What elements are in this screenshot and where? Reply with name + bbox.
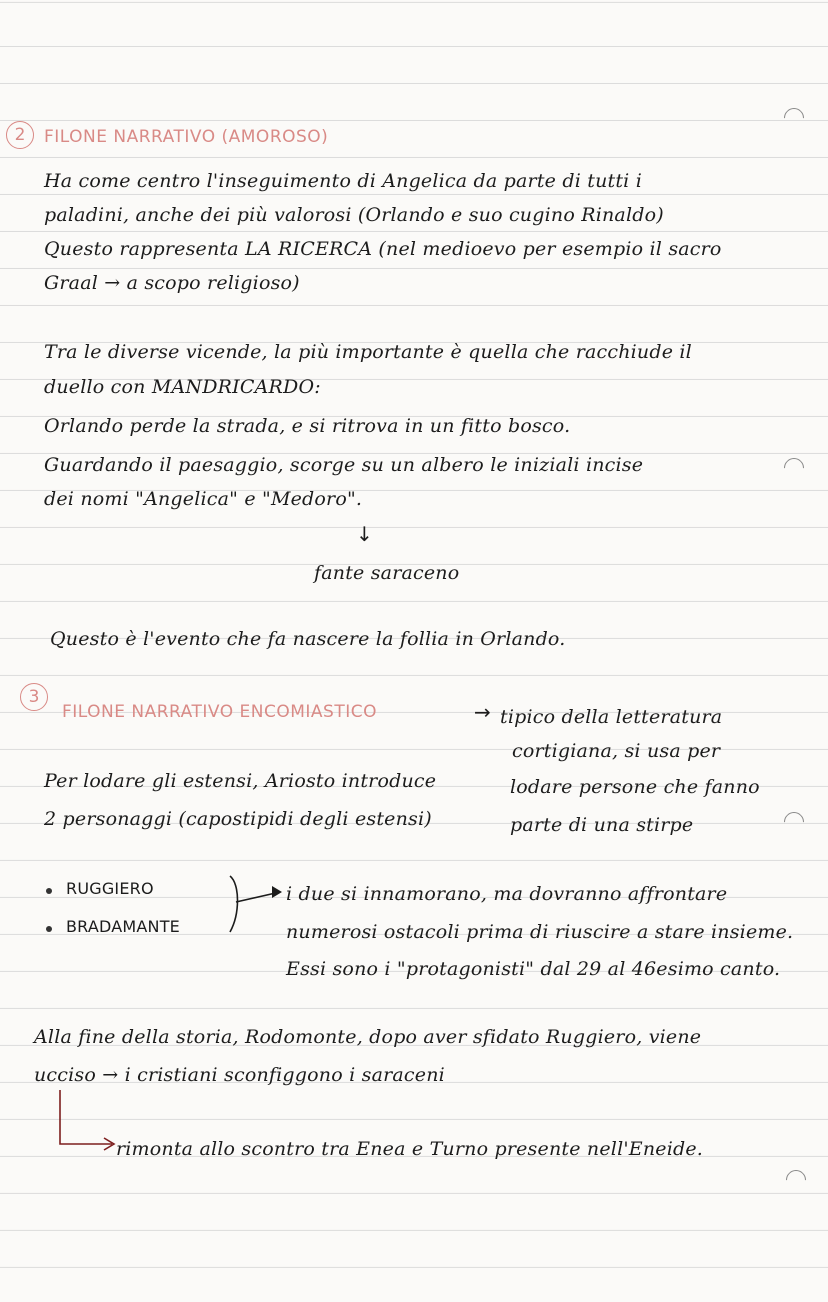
ending-line-2: ucciso → i cristiani sconfiggono i saraceni bbox=[34, 1064, 445, 1086]
section3-intro-line-1: Per lodare gli estensi, Ariosto introduce bbox=[44, 770, 437, 792]
section-number-3: 3 bbox=[20, 683, 48, 711]
page-hook-decoration-2 bbox=[780, 454, 808, 482]
bullet-icon bbox=[46, 926, 52, 932]
section2-line-2: paladini, anche dei più valorosi (Orlando e suo cugino Rinaldo) bbox=[44, 204, 664, 226]
character-note-line-2: numerosi ostacoli prima di riuscire a stare insieme. bbox=[286, 921, 794, 943]
section2-heading: FILONE NARRATIVO (AMOROSO) bbox=[44, 127, 329, 147]
side-note-line-1: tipico della letteratura bbox=[500, 706, 723, 728]
character-ruggiero: RUGGIERO bbox=[66, 879, 154, 898]
section-number-2: 2 bbox=[6, 121, 34, 149]
section2-line-4: Graal → a scopo religioso) bbox=[44, 272, 300, 294]
bracket-arrow-icon bbox=[226, 874, 286, 934]
page-hook-decoration-3 bbox=[780, 808, 808, 836]
section2-para2-line-5: dei nomi "Angelica" e "Medoro". bbox=[44, 488, 363, 510]
reference-line: rimonta allo scontro tra Enea e Turno presente nell'Eneide. bbox=[116, 1138, 704, 1160]
ending-line-1: Alla fine della storia, Rodomonte, dopo aver sfidato Ruggiero, viene bbox=[34, 1026, 702, 1048]
section2-para2-line-4: Guardando il paesaggio, scorge su un albero le iniziali incise bbox=[44, 454, 644, 476]
side-note-line-3: lodare persone che fanno bbox=[510, 776, 760, 798]
section3-intro-line-2: 2 personaggi (capostipidi degli estensi) bbox=[44, 808, 432, 830]
section2-line-1: Ha come centro l'inseguimento di Angelica da parte di tutti i bbox=[44, 170, 642, 192]
side-note-line-2: cortigiana, si usa per bbox=[512, 740, 721, 762]
note-fante-saraceno: fante saraceno bbox=[314, 562, 460, 584]
side-note-line-4: parte di una stirpe bbox=[510, 814, 694, 836]
section2-para2-line-2: duello con MANDRICARDO: bbox=[44, 376, 321, 398]
page-hook-decoration-4 bbox=[782, 1166, 810, 1194]
bullet-icon bbox=[46, 888, 52, 894]
section2-line-3: Questo rappresenta LA RICERCA (nel medioevo per esempio il sacro bbox=[44, 238, 722, 260]
section2-conclusion: Questo è l'evento che fa nascere la follia in Orlando. bbox=[50, 628, 566, 650]
section2-para2-line-3: Orlando perde la strada, e si ritrova in un fitto bosco. bbox=[44, 415, 571, 437]
down-arrow-icon: ↓ bbox=[356, 522, 373, 546]
character-bradamante: BRADAMANTE bbox=[66, 917, 180, 936]
character-note-line-1: i due si innamorano, ma dovranno affrontare bbox=[286, 883, 728, 905]
section3-heading: FILONE NARRATIVO ENCOMIASTICO bbox=[62, 702, 377, 722]
section2-para2-line-1: Tra le diverse vicende, la più importante è quella che racchiude il bbox=[44, 341, 692, 363]
right-arrow-icon: → bbox=[474, 700, 491, 724]
page-hook-decoration bbox=[780, 104, 808, 132]
character-note-line-3: Essi sono i "protagonisti" dal 29 al 46esimo canto. bbox=[286, 958, 781, 980]
elbow-arrow-icon bbox=[56, 1088, 120, 1158]
